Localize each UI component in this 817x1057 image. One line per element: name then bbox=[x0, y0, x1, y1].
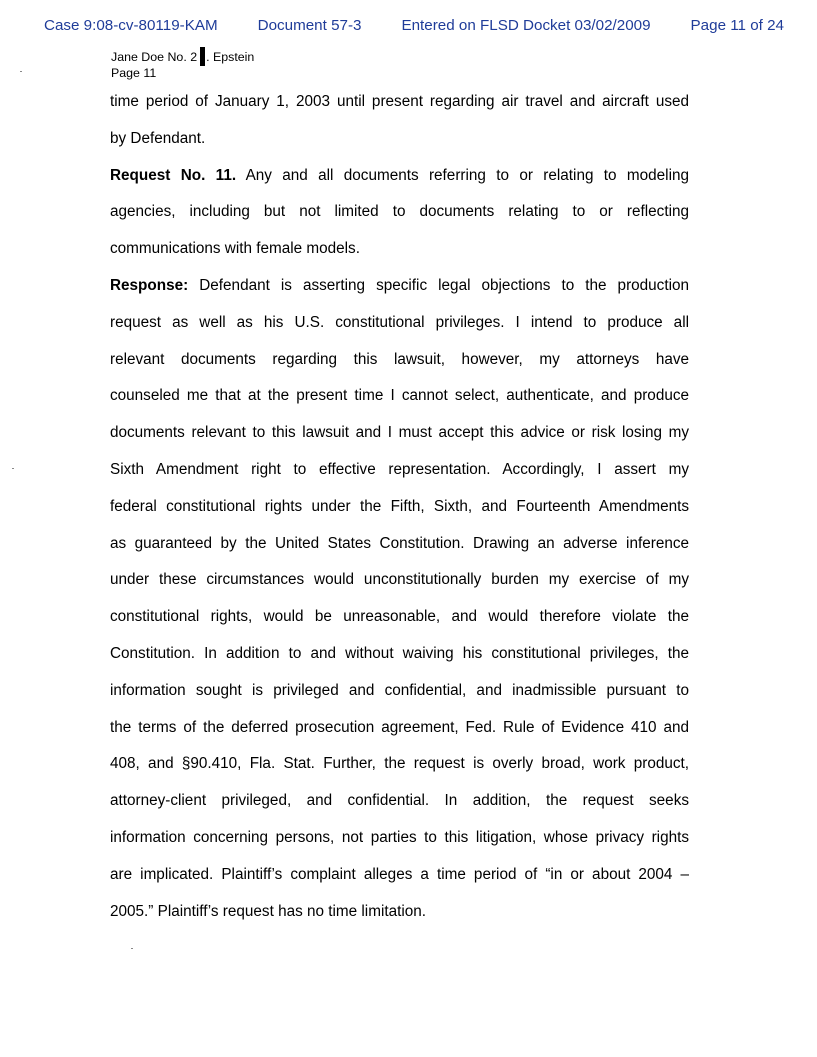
court-filing-stamp bbox=[44, 17, 784, 34]
text-line: documents relevant to this lawsuit and I must accept this advice or risk losing my bbox=[110, 424, 689, 442]
document-body bbox=[110, 84, 689, 930]
continuation-text bbox=[110, 84, 689, 158]
text-line: information concerning persons, not parties to this litigation, whose privacy rights bbox=[110, 828, 689, 846]
text-line: Any and all documents referring to or relating to modeling bbox=[236, 166, 689, 184]
header-page-number: Page 11 bbox=[111, 66, 157, 80]
redaction-bar bbox=[200, 47, 205, 66]
text-line: agencies, including but not limited to documents relating to or reflecting bbox=[110, 203, 689, 221]
text-line: information sought is privileged and confidential, and inadmissible pursuant to bbox=[110, 681, 689, 699]
scan-speck bbox=[20, 71, 22, 72]
text-line: request as well as his U.S. constitutional privileges. I intend to produce all bbox=[110, 313, 689, 331]
request-11 bbox=[110, 158, 689, 268]
scan-speck bbox=[131, 948, 133, 949]
request-label: Request No. 11. bbox=[110, 166, 237, 184]
text-line: are implicated. Plaintiff’s complaint alleges a time period of “in or about 2004 – bbox=[110, 865, 689, 883]
text-line: relevant documents regarding this lawsuit, however, my attorneys have bbox=[110, 350, 689, 368]
document-number: Document 57-3 bbox=[257, 17, 362, 34]
text-line: Defendant is asserting specific legal objections to the production bbox=[188, 276, 689, 294]
text-line: Constitution. In addition to and without waiving his constitutional privileges, the bbox=[110, 644, 689, 662]
docket-entry-date: Entered on FLSD Docket 03/02/2009 bbox=[401, 17, 651, 34]
case-number: Case 9:08-cv-80119-KAM bbox=[44, 17, 218, 34]
response-label: Response: bbox=[110, 276, 189, 294]
text-line: constitutional rights, would be unreasonable, and would therefore violate the bbox=[110, 608, 689, 626]
text-line: federal constitutional rights under the Fifth, Sixth, and Fourteenth Amendments bbox=[110, 497, 689, 515]
text-line: communications with female models. bbox=[110, 240, 360, 258]
text-line: by Defendant. bbox=[110, 129, 206, 147]
text-line: Sixth Amendment right to effective representation. Accordingly, I assert my bbox=[110, 460, 689, 478]
text-line: as guaranteed by the United States Constitution. Drawing an adverse inference bbox=[110, 534, 689, 552]
text-line: attorney-client privileged, and confidential. In addition, the request seeks bbox=[110, 792, 689, 810]
page-count: Page 11 of 24 bbox=[690, 17, 784, 34]
running-header bbox=[111, 47, 254, 81]
text-line: counseled me that at the present time I cannot select, authenticate, and produce bbox=[110, 387, 689, 405]
text-line: time period of January 1, 2003 until present regarding air travel and aircraft used bbox=[110, 93, 689, 110]
response-11 bbox=[110, 268, 689, 930]
text-line: under these circumstances would unconstitutionally burden my exercise of my bbox=[110, 571, 689, 589]
text-line: the terms of the deferred prosecution agreement, Fed. Rule of Evidence 410 and bbox=[110, 718, 689, 736]
text-line: 408, and §90.410, Fla. Stat. Further, the request is overly broad, work product, bbox=[110, 755, 689, 773]
scan-speck bbox=[12, 468, 14, 469]
text-line: 2005.” Plaintiff’s request has no time limitation. bbox=[110, 902, 427, 920]
case-caption: Jane Doe No. 2 . Epstein bbox=[111, 47, 254, 66]
